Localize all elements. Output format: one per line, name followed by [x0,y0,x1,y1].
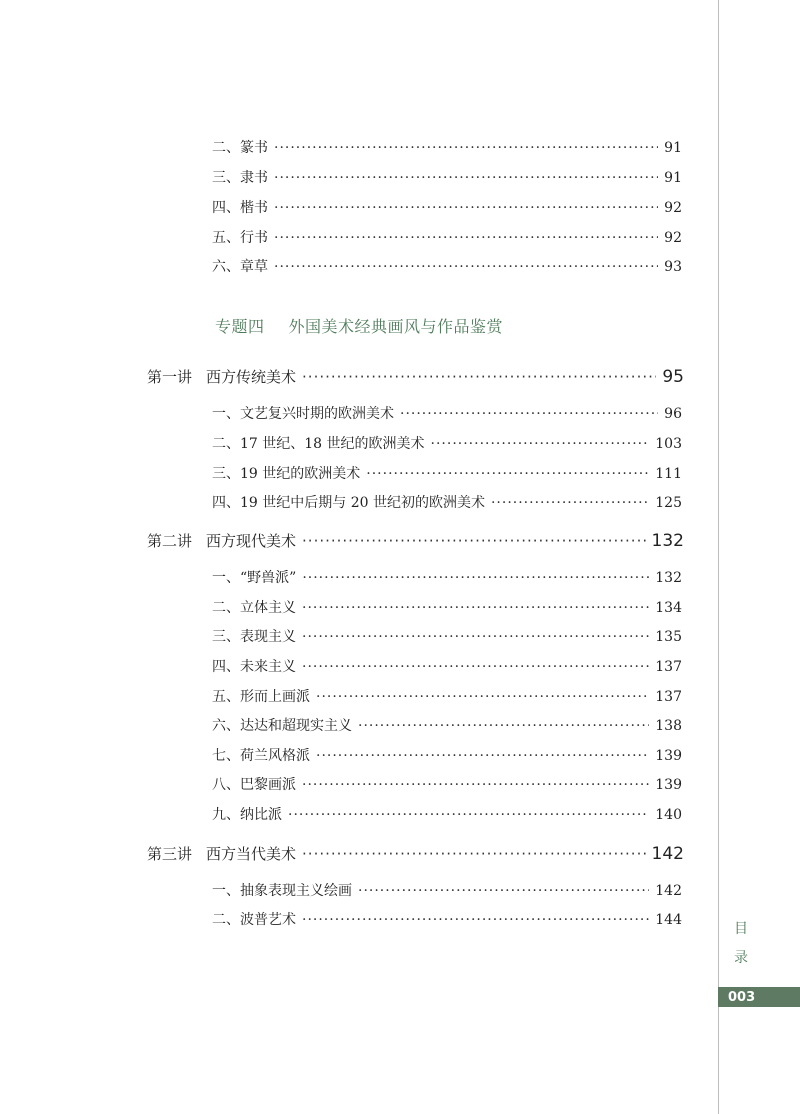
toc-item-page: 137 [655,659,682,675]
topic-title: 外国美术经典画风与作品鉴赏 [288,317,504,336]
leader-dots [302,368,656,386]
toc-item-page: 93 [664,259,682,275]
toc-item-page: 142 [655,883,682,899]
toc-item-page: 92 [664,230,682,246]
toc-item[interactable] [212,656,682,676]
margin-divider [718,0,719,1114]
lecture-title: 西方现代美术 [206,532,297,550]
lecture-page: 95 [662,367,684,387]
toc-item[interactable] [212,567,682,587]
leader-dots [491,495,649,511]
lecture-page: 132 [651,531,684,551]
toc-item-page: 135 [655,629,682,645]
toc-lecture[interactable] [147,366,684,387]
toc-item-label: 四、19 世纪中后期与 20 世纪初的欧洲美术 [212,495,485,511]
lecture-title: 西方传统美术 [206,368,297,386]
toc-item-label: 一、“野兽派” [212,570,297,586]
toc-item-label: 三、19 世纪的欧洲美术 [212,466,361,482]
toc-item-label: 七、荷兰风格派 [212,748,310,764]
toc-item[interactable] [212,167,682,187]
leader-dots [274,140,658,156]
toc-item-label: 九、纳比派 [212,807,282,823]
leader-dots [316,748,649,764]
toc-item[interactable] [212,745,682,765]
toc-item[interactable] [212,197,682,217]
toc-item-label: 二、篆书 [212,140,268,156]
toc-item[interactable] [212,774,682,794]
toc-item-label: 二、波普艺术 [212,912,296,928]
leader-dots [274,170,658,186]
leader-dots [400,406,658,422]
topic-heading[interactable] [0,314,718,337]
toc-item[interactable] [212,686,682,706]
toc-item-label: 五、形而上画派 [212,689,310,705]
lecture-number: 第三讲 [147,845,193,863]
leader-dots [358,883,649,899]
toc-item-page: 134 [655,600,682,616]
toc-item-label: 一、抽象表现主义绘画 [212,883,352,899]
leader-dots [316,689,649,705]
toc-item-label: 三、隶书 [212,170,268,186]
toc-item-page: 111 [655,466,682,482]
lecture-title: 西方当代美术 [206,845,297,863]
toc-item-page: 140 [655,807,682,823]
lecture-page: 142 [651,844,684,864]
toc-lecture[interactable] [147,843,684,864]
toc-item-label: 二、立体主义 [212,600,296,616]
toc-item[interactable] [212,626,682,646]
toc-item-label: 二、17 世纪、18 世纪的欧洲美术 [212,436,425,452]
toc-item-page: 132 [655,570,682,586]
toc-item[interactable] [212,804,682,824]
toc-item-page: 91 [664,140,682,156]
toc-item-page: 138 [655,718,682,734]
toc-item[interactable] [212,463,682,483]
toc-item[interactable] [212,256,682,276]
leader-dots [302,600,649,616]
leader-dots [274,259,658,275]
toc-item[interactable] [212,403,682,423]
topic-number: 专题四 [214,317,265,336]
leader-dots [302,570,649,586]
toc-item[interactable] [212,433,682,453]
toc-item-label: 一、文艺复兴时期的欧洲美术 [212,406,394,422]
leader-dots [302,777,649,793]
toc-item-page: 96 [664,406,682,422]
toc-item-page: 125 [655,495,682,511]
leader-dots [302,845,646,863]
leader-dots [431,436,650,452]
lecture-number: 第二讲 [147,532,193,550]
side-label-lu: 录 [734,950,748,966]
toc-item[interactable] [212,492,682,512]
toc-item-page: 91 [664,170,682,186]
leader-dots [302,532,646,550]
leader-dots [302,659,649,675]
toc-item-label: 五、行书 [212,230,268,246]
toc-item[interactable] [212,597,682,617]
toc-item-label: 三、表现主义 [212,629,296,645]
toc-item-page: 92 [664,200,682,216]
leader-dots [366,466,649,482]
toc-item-label: 六、章草 [212,259,268,275]
toc-item-label: 八、巴黎画派 [212,777,296,793]
leader-dots [288,807,649,823]
leader-dots [274,200,658,216]
toc-item[interactable] [212,227,682,247]
toc-item-page: 144 [655,912,682,928]
toc-item[interactable] [212,137,682,157]
leader-dots [358,718,649,734]
toc-item-label: 六、达达和超现实主义 [212,718,352,734]
toc-item-page: 139 [655,777,682,793]
toc-item-page: 139 [655,748,682,764]
lecture-number: 第一讲 [147,368,193,386]
leader-dots [302,912,649,928]
toc-item[interactable] [212,909,682,929]
toc-lecture[interactable] [147,530,684,551]
toc-item[interactable] [212,880,682,900]
side-label-mu: 目 [734,921,748,937]
toc-item[interactable] [212,715,682,735]
toc-item-label: 四、未来主义 [212,659,296,675]
page-number-tab: 003 [718,987,800,1007]
leader-dots [302,629,649,645]
toc-item-page: 103 [655,436,682,452]
leader-dots [274,230,658,246]
toc-item-page: 137 [655,689,682,705]
toc-item-label: 四、楷书 [212,200,268,216]
